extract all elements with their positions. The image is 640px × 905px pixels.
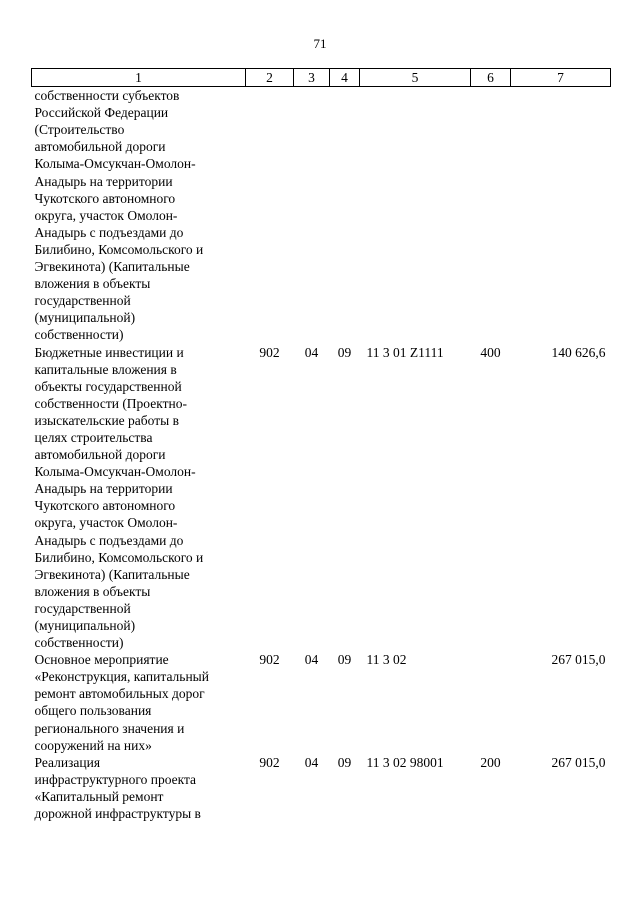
budget-table (31, 68, 611, 822)
row-vr: 200 (480, 754, 501, 770)
row-grbs (246, 87, 294, 344)
row-csr: 11 3 01 Z1111 (366, 344, 444, 360)
row-csr: 11 3 02 (366, 652, 407, 668)
row-sum: 267 015,0 (551, 652, 606, 668)
row-grbs: 902 (259, 754, 280, 770)
table-row (32, 651, 611, 754)
header-col-2: 2 (246, 69, 294, 87)
header-col-1: 1 (32, 69, 246, 87)
row-grbs: 902 (259, 652, 280, 668)
row-pr: 09 (337, 652, 352, 668)
row-pr (330, 87, 360, 344)
row-sum: 140 626,6 (551, 344, 606, 360)
row-description: Основное мероприятие «Реконструкция, капитальный ремонт автомобильных дорог общего пользования регионального значения и сооружений на них» (34, 652, 209, 753)
row-pr: 09 (337, 344, 352, 360)
row-rz: 04 (304, 754, 319, 770)
row-description: Бюджетные инвестиции и капитальные вложения в объекты государственной собственности (Проектно- изыскательские работы в целях строительства автомобильной дороги Колыма-Омсукчан-Омолон- Анадырь на территории Чукотского автономного округа, участок Омолон- Анадырь с подъездами до Билибино, Комсомольского и Эгвекинота) (Капитальные вложения в объекты государственной (муниципальной) собственности) (34, 344, 204, 651)
header-col-5: 5 (360, 69, 471, 87)
row-csr: 11 3 02 98001 (366, 754, 444, 770)
header-col-3: 3 (294, 69, 330, 87)
row-vr (471, 87, 511, 344)
row-description: Реализация инфраструктурного проекта «Капитальный ремонт дорожной инфраструктуры в (34, 754, 201, 822)
row-rz: 04 (304, 344, 319, 360)
row-pr: 09 (337, 754, 352, 770)
page-number: 71 (313, 36, 327, 51)
row-rz (294, 87, 330, 344)
header-col-7: 7 (511, 69, 611, 87)
table-row (32, 344, 611, 652)
table-row (32, 87, 611, 344)
row-description: собственности субъектов Российской Федерации (Строительство автомобильной дороги Колыма-Омсукчан-Омолон- Анадырь на территории Чукотского автономного округа, участок Омолон- Анадырь с подъездами до Билибино, Комсомольского и Эгвекинота) (Капитальные вложения в объекты государственной (муниципальной) собственности) (34, 88, 204, 343)
header-col-6: 6 (471, 69, 511, 87)
row-rz: 04 (304, 652, 319, 668)
header-row (32, 69, 611, 87)
row-vr (471, 651, 511, 754)
row-grbs: 902 (259, 344, 280, 360)
row-csr (360, 87, 471, 344)
header-col-4: 4 (330, 69, 360, 87)
table-row (32, 754, 611, 822)
row-sum (511, 87, 611, 344)
row-sum: 267 015,0 (551, 754, 606, 770)
row-vr: 400 (480, 344, 501, 360)
